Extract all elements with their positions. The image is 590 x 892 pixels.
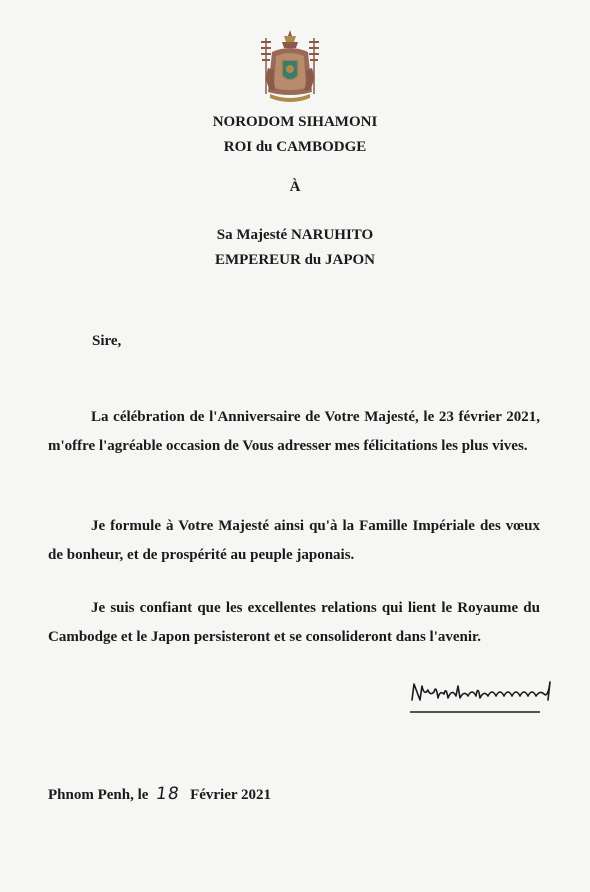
recipient-name: Sa Majesté NARUHITO: [216, 227, 374, 243]
handwritten-signature-icon: [408, 676, 560, 722]
recipient-title: EMPEREUR du JAPON: [214, 252, 375, 268]
royal-arms-of-cambodia-icon: [258, 28, 322, 108]
paragraph-3: Je suis confiant que les excellentes relations qui lient le Royaume du Cambodge et le Japon persisteront et se consolideront dans l'avenir.: [48, 600, 540, 645]
paragraph-1: La célébration de l'Anniversaire de Votre Majesté, le 23 février 2021, m'offre l'agréable occasion de Vous adresser mes félicitations les plus vives.: [48, 409, 540, 454]
paragraph-2: Je formule à Votre Majesté ainsi qu'à la Famille Impériale des vœux de bonheur, et de prospérité au peuple japonais.: [48, 518, 540, 563]
handwritten-day: 18: [155, 784, 182, 804]
addressee-preposition: À: [289, 179, 301, 195]
salutation: Sire,: [92, 333, 122, 349]
place-and-date: [48, 784, 271, 804]
sender-name: NORODOM SIHAMONI: [212, 114, 378, 130]
month-year: Février 2021: [190, 787, 272, 803]
place-prefix: Phnom Penh, le: [48, 787, 149, 803]
sender-title: ROI du CAMBODGE: [223, 139, 367, 155]
